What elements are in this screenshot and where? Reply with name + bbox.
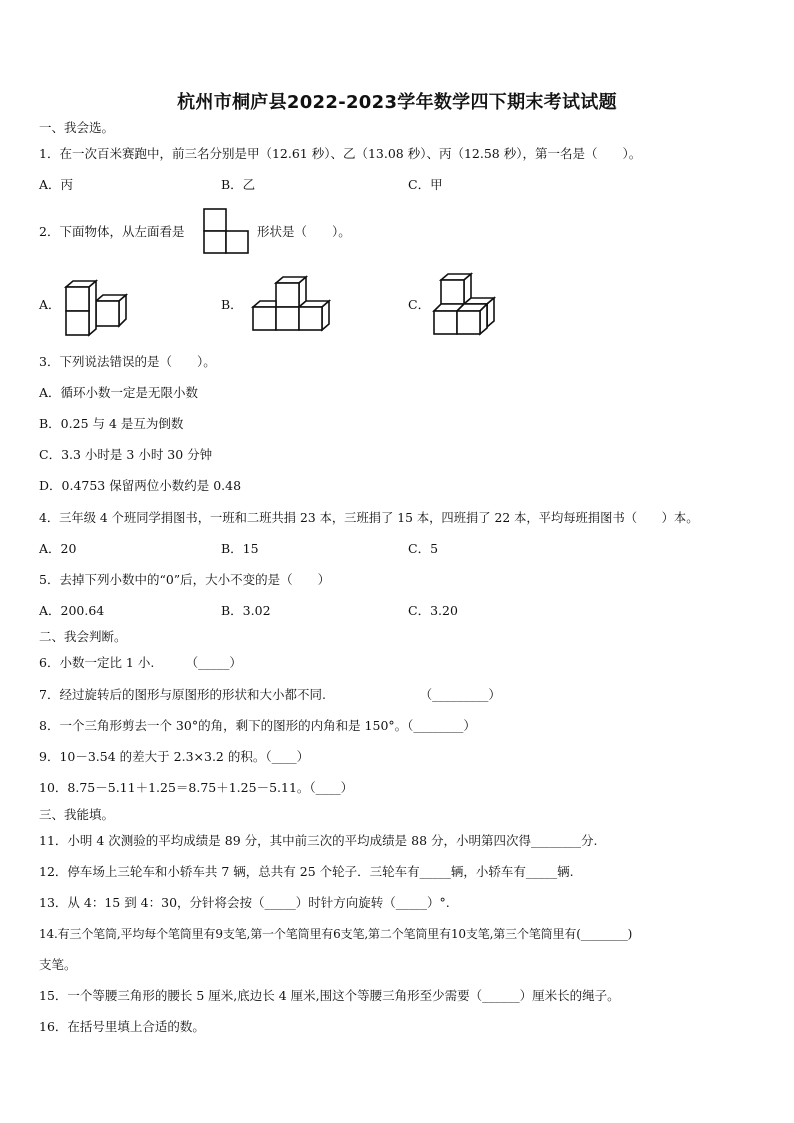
- question-5: 5．去掉下列小数中的“0”后，大小不变的是（ ）: [39, 572, 331, 587]
- question-4: 4．三年级 4 个班同学捐图书，一班和二班共捐 23 本，三班捐了 15 本，四班捐了 22 本，平均每班捐图书（ ）本。: [39, 511, 699, 525]
- q2-option-a: A．: [39, 297, 61, 312]
- q3-option-b: B．0.25 与 4 是互为倒数: [39, 416, 184, 431]
- question-14-continued: 支笔。: [39, 957, 77, 972]
- q5-option-a: A．200.64: [39, 603, 105, 618]
- question-7: 7．经过旋转后的图形与原图形的形状和大小都不同. （_________）: [39, 687, 501, 702]
- q2-option-c: C．: [408, 297, 431, 312]
- q2-option-a-cube-figure: [64, 279, 134, 337]
- page-title: 杭州市桐庐县2022-2023学年数学四下期末考试试题: [177, 92, 617, 113]
- question-6: 6．小数一定比 1 小. （_____）: [39, 655, 242, 670]
- question-2-stem: 2．下面物体，从左面看是: [39, 224, 185, 239]
- q4-option-a: A．20: [39, 541, 77, 556]
- question-3: 3．下列说法错误的是（ ）。: [39, 354, 216, 369]
- q2-option-b: B．: [221, 297, 243, 312]
- q5-option-b: B．3.02: [221, 603, 271, 618]
- question-9: 9．10－3.54 的差大于 2.3×3.2 的积。（____）: [39, 749, 310, 764]
- q3-option-d: D．0.4753 保留两位小数约是 0.48: [39, 478, 242, 493]
- q3-option-a: A．循环小数一定是无限小数: [39, 385, 199, 400]
- q3-option-c: C．3.3 小时是 3 小时 30 分钟: [39, 447, 213, 462]
- left-view-shape-figure: [203, 208, 249, 254]
- question-1: 1．在一次百米赛跑中，前三名分别是甲（12.61 秒）、乙（13.08 秒）、丙（12.58 秒），第一名是（ ）。: [39, 146, 642, 161]
- question-11: 11．小明 4 次测验的平均成绩是 89 分，其中前三次的平均成绩是 88 分，小明第四次得________分.: [39, 833, 598, 848]
- q5-option-c: C．3.20: [408, 603, 458, 618]
- q4-option-b: B．15: [221, 541, 259, 556]
- q2-option-c-cube-figure: [433, 271, 499, 337]
- question-13: 13．从 4：15 到 4：30，分针将会按（_____）时针方向旋转（_____）°.: [39, 895, 450, 910]
- q1-option-a: A．丙: [39, 177, 74, 192]
- q2-option-b-cube-figure: [252, 273, 334, 333]
- question-2-stem-end: 形状是（ ）。: [257, 224, 351, 239]
- section-heading-choice: 一、我会选。: [39, 120, 115, 135]
- question-8: 8．一个三角形剪去一个 30°的角，剩下的图形的内角和是 150°。（________）: [39, 718, 476, 733]
- question-12: 12．停车场上三轮车和小轿车共 7 辆，总共有 25 个轮子．三轮车有_____辆，小轿车有_____辆.: [39, 864, 574, 879]
- question-15: 15．一个等腰三角形的腰长 5 厘米,底边长 4 厘米,围这个等腰三角形至少需要（______）厘米长的绳子。: [39, 988, 620, 1003]
- q1-option-c: C．甲: [408, 177, 443, 192]
- q4-option-c: C．5: [408, 541, 439, 556]
- question-10: 10．8.75－5.11＋1.25＝8.75＋1.25－5.11。（____）: [39, 780, 354, 795]
- q1-option-b: B．乙: [221, 177, 256, 192]
- section-heading-judge: 二、我会判断。: [39, 629, 127, 644]
- section-heading-fill: 三、我能填。: [39, 807, 115, 822]
- question-14: 14.有三个笔筒,平均每个笔筒里有9支笔,第一个笔筒里有6支笔,第二个笔筒里有10支笔,第三个笔筒里有(________): [39, 927, 633, 941]
- question-16: 16．在括号里填上合适的数。: [39, 1019, 205, 1034]
